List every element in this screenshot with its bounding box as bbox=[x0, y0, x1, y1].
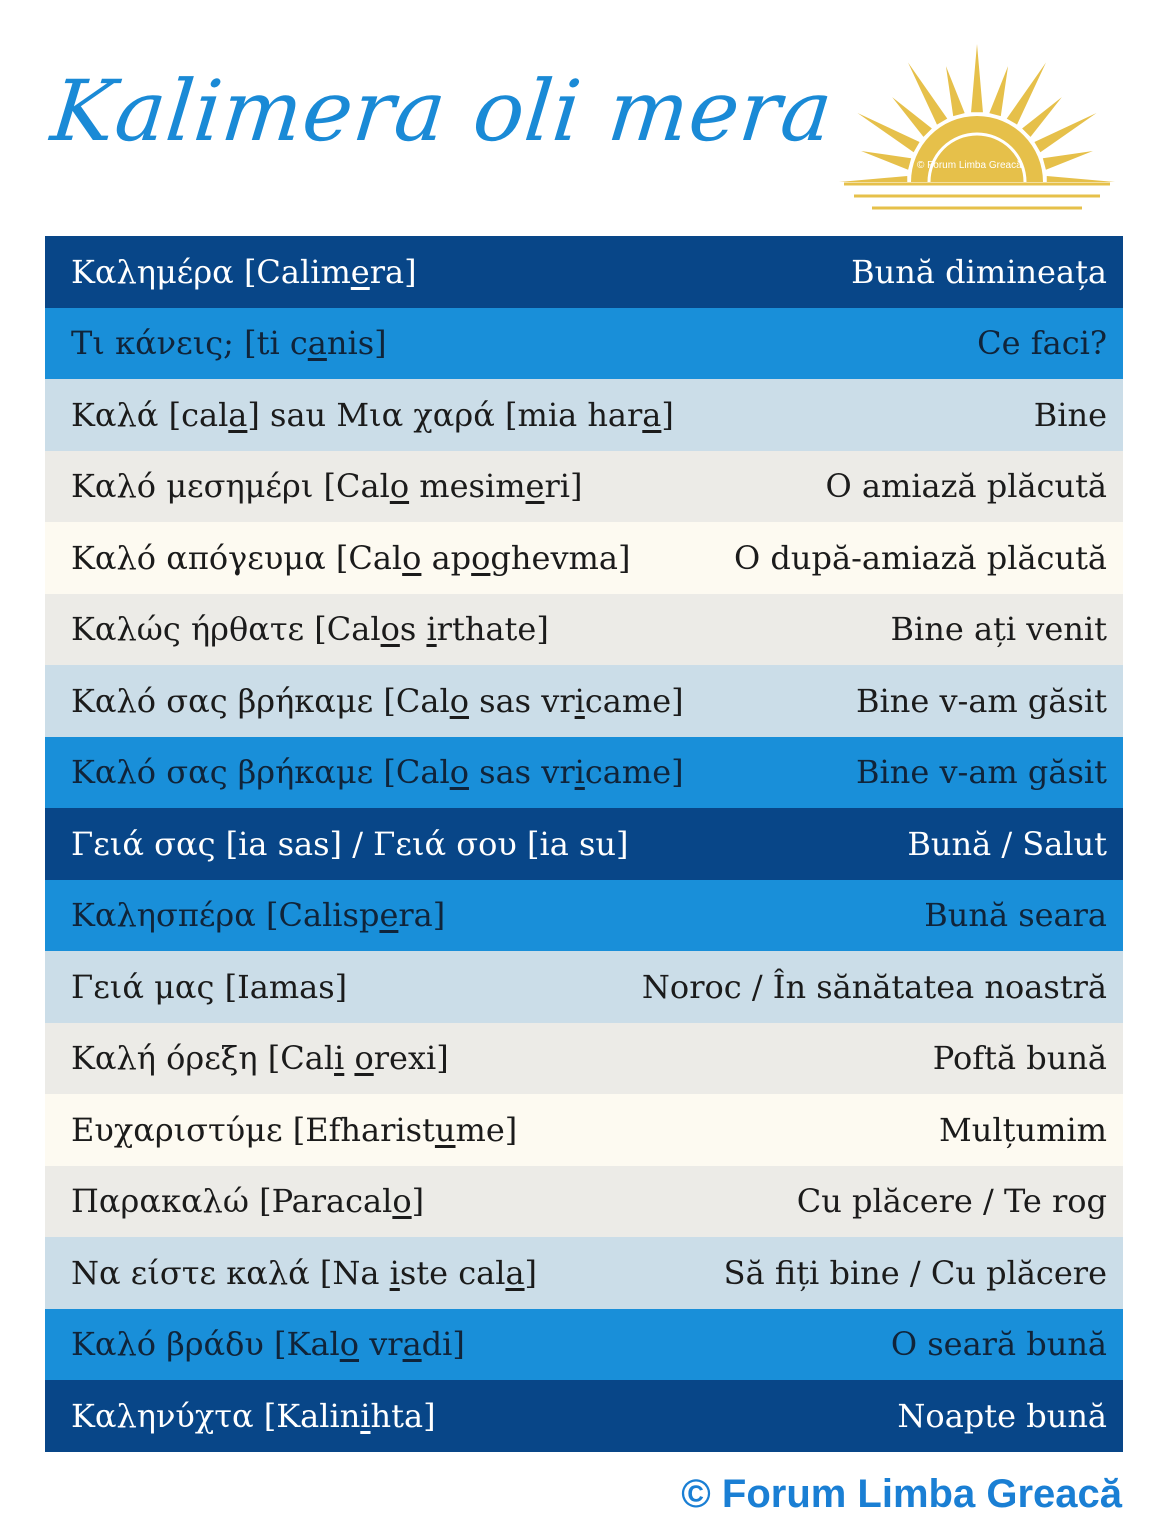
stressed-syllable: o bbox=[471, 538, 491, 577]
sun-ray bbox=[946, 66, 965, 116]
romanian-translation: Bună seara bbox=[924, 896, 1107, 935]
sun-ray bbox=[1043, 151, 1093, 170]
sun-logo-icon bbox=[832, 22, 1122, 217]
phrase-segment: hta] bbox=[370, 1396, 436, 1435]
phrase-segment: Καλά [cal bbox=[71, 395, 229, 434]
greek-phrase bbox=[71, 825, 628, 863]
table-row bbox=[45, 951, 1123, 1023]
phrase-segment: ] bbox=[661, 395, 674, 434]
romanian-translation: Poftă bună bbox=[932, 1039, 1107, 1078]
romanian-translation: Noroc / În sănătatea noastră bbox=[641, 967, 1107, 1006]
footer-copyright: © Forum Limba Greacă bbox=[681, 1472, 1122, 1516]
phrase-segment: ra] bbox=[398, 896, 446, 935]
table-row bbox=[45, 665, 1123, 737]
stressed-syllable: a bbox=[402, 1325, 422, 1364]
stressed-syllable: a bbox=[642, 395, 662, 434]
phrase-segment: rexi] bbox=[373, 1039, 449, 1078]
table-row bbox=[45, 1380, 1123, 1452]
romanian-translation: Bine ați venit bbox=[890, 610, 1107, 649]
phrase-segment: Καλό απόγευμα [Cal bbox=[71, 538, 403, 577]
stressed-syllable: e bbox=[350, 252, 370, 291]
stressed-syllable: u bbox=[434, 1110, 456, 1149]
romanian-translation: O amiază plăcută bbox=[825, 467, 1107, 506]
stressed-syllable: i bbox=[360, 1396, 371, 1435]
page-title: Kalimera oli mera bbox=[46, 62, 838, 160]
phrase-segment: Καλή όρεξη [Cal bbox=[71, 1039, 335, 1078]
greek-phrase bbox=[71, 896, 445, 934]
phrase-segment: ri] bbox=[544, 467, 583, 506]
phrase-segment: came] bbox=[584, 753, 684, 792]
greek-phrase bbox=[71, 1182, 424, 1220]
phrase-segment: ra] bbox=[369, 252, 417, 291]
stressed-syllable: a bbox=[228, 395, 248, 434]
table-row bbox=[45, 522, 1123, 594]
logo-caption: © Forum Limba Greacă bbox=[917, 160, 1022, 171]
stressed-syllable: o bbox=[449, 753, 469, 792]
greek-phrase bbox=[71, 753, 684, 791]
table-row bbox=[45, 1166, 1123, 1238]
phrase-segment: s bbox=[399, 610, 427, 649]
greek-phrase bbox=[71, 396, 674, 434]
greek-phrase bbox=[71, 1397, 436, 1435]
sun-ray bbox=[971, 44, 983, 112]
romanian-translation: Bine bbox=[1033, 395, 1107, 434]
greek-phrase bbox=[71, 682, 684, 720]
phrase-segment: Παρακαλώ [Paracal bbox=[71, 1182, 393, 1221]
greek-phrase bbox=[71, 610, 549, 648]
stressed-syllable: a bbox=[505, 1253, 525, 1292]
greek-phrase bbox=[71, 1325, 465, 1363]
romanian-translation: Noapte bună bbox=[897, 1396, 1107, 1435]
phrase-segment: Καλό σας βρήκαμε [Cal bbox=[71, 681, 450, 720]
stressed-syllable: o bbox=[449, 681, 469, 720]
romanian-translation: Să fiți bine / Cu plăcere bbox=[723, 1253, 1107, 1292]
romanian-translation: Mulțumim bbox=[939, 1110, 1107, 1149]
stressed-syllable: i bbox=[334, 1039, 345, 1078]
phrase-segment: nis] bbox=[326, 324, 387, 363]
greek-phrase bbox=[71, 1254, 537, 1292]
phrase-segment: Γειά μας [Iamas] bbox=[71, 967, 348, 1006]
table-row bbox=[45, 880, 1123, 952]
stressed-syllable: i bbox=[574, 753, 585, 792]
table-row bbox=[45, 236, 1123, 308]
sun-ray bbox=[989, 66, 1008, 116]
phrase-segment: sas vr bbox=[468, 681, 575, 720]
stressed-syllable: o bbox=[389, 467, 410, 506]
romanian-translation: Bine v-am găsit bbox=[855, 681, 1107, 720]
phrase-segment: vr bbox=[359, 1325, 403, 1364]
phrase-segment: Να είστε καλά [Na bbox=[71, 1253, 390, 1292]
phrase-segment: ] bbox=[411, 1182, 425, 1221]
phrase-segment bbox=[344, 1039, 354, 1077]
phrase-segment: came] bbox=[584, 681, 684, 720]
phrase-segment: Καληνύχτα [Kalin bbox=[71, 1396, 361, 1435]
phrase-segment: me] bbox=[455, 1110, 518, 1149]
greek-phrase bbox=[71, 467, 582, 505]
phrase-segment: ste cal bbox=[399, 1253, 506, 1292]
table-row bbox=[45, 1023, 1123, 1095]
table-row bbox=[45, 1237, 1123, 1309]
romanian-translation: Cu plăcere / Te rog bbox=[796, 1182, 1107, 1221]
romanian-translation: Bună / Salut bbox=[907, 824, 1107, 863]
romanian-translation: O după-amiază plăcută bbox=[734, 538, 1107, 577]
greek-phrase bbox=[71, 1111, 517, 1149]
phrase-table bbox=[45, 236, 1123, 1452]
table-row bbox=[45, 594, 1123, 666]
stressed-syllable: o bbox=[402, 538, 422, 577]
phrase-segment: ghevma] bbox=[490, 538, 631, 577]
stressed-syllable: e bbox=[379, 896, 399, 935]
table-row bbox=[45, 451, 1123, 523]
sun-ray bbox=[892, 97, 932, 137]
table-row bbox=[45, 308, 1123, 380]
greek-phrase bbox=[71, 539, 630, 577]
sun-ray bbox=[861, 151, 911, 170]
phrase-segment: di] bbox=[421, 1325, 465, 1364]
greek-phrase bbox=[71, 324, 387, 362]
phrase-segment: rthate] bbox=[436, 610, 549, 649]
table-row bbox=[45, 808, 1123, 880]
sun-ray bbox=[1022, 97, 1062, 137]
phrase-segment: Γειά σας [ia sas] / Γειά σου [ia su] bbox=[71, 824, 629, 863]
stressed-syllable: e bbox=[525, 467, 545, 506]
romanian-translation: Ce faci? bbox=[977, 324, 1107, 363]
romanian-translation: O seară bună bbox=[890, 1325, 1107, 1364]
stressed-syllable: o bbox=[339, 1325, 360, 1364]
phrase-segment: ] bbox=[524, 1253, 538, 1292]
phrase-segment: Καλό σας βρήκαμε [Cal bbox=[71, 753, 450, 792]
table-row bbox=[45, 1094, 1123, 1166]
greek-phrase bbox=[71, 253, 417, 291]
phrase-segment: mesim bbox=[409, 467, 526, 506]
phrase-segment: Ευχαριστύμε [Efharist bbox=[71, 1110, 435, 1149]
stressed-syllable: i bbox=[389, 1253, 400, 1292]
stressed-syllable: o bbox=[380, 610, 400, 649]
greek-phrase bbox=[71, 1039, 449, 1077]
phrase-segment: Καλώς ήρθατε [Cal bbox=[71, 610, 381, 649]
phrase-segment: Καλό μεσημέρι [Cal bbox=[71, 467, 390, 506]
stressed-syllable: i bbox=[574, 681, 585, 720]
greek-phrase bbox=[71, 968, 347, 1006]
stressed-syllable: o bbox=[392, 1182, 412, 1221]
phrase-segment: Καλημέρα [Calim bbox=[71, 252, 351, 291]
table-row bbox=[45, 379, 1123, 451]
romanian-translation: Bine v-am găsit bbox=[855, 753, 1107, 792]
phrase-segment: ] sau Μια χαρά [mia har bbox=[247, 395, 643, 434]
romanian-translation: Bună dimineața bbox=[851, 252, 1107, 291]
phrase-segment: Καλησπέρα [Calisp bbox=[71, 896, 380, 935]
phrase-segment: sas vr bbox=[468, 753, 575, 792]
stressed-syllable: i bbox=[426, 610, 437, 649]
phrase-segment: Καλό βράδυ [Kal bbox=[71, 1325, 340, 1364]
stressed-syllable: o bbox=[354, 1039, 374, 1078]
table-row bbox=[45, 737, 1123, 809]
phrase-segment: ap bbox=[421, 538, 472, 577]
stressed-syllable: a bbox=[307, 324, 327, 363]
phrase-segment: Τι κάνεις; [ti c bbox=[71, 324, 308, 363]
table-row bbox=[45, 1309, 1123, 1381]
